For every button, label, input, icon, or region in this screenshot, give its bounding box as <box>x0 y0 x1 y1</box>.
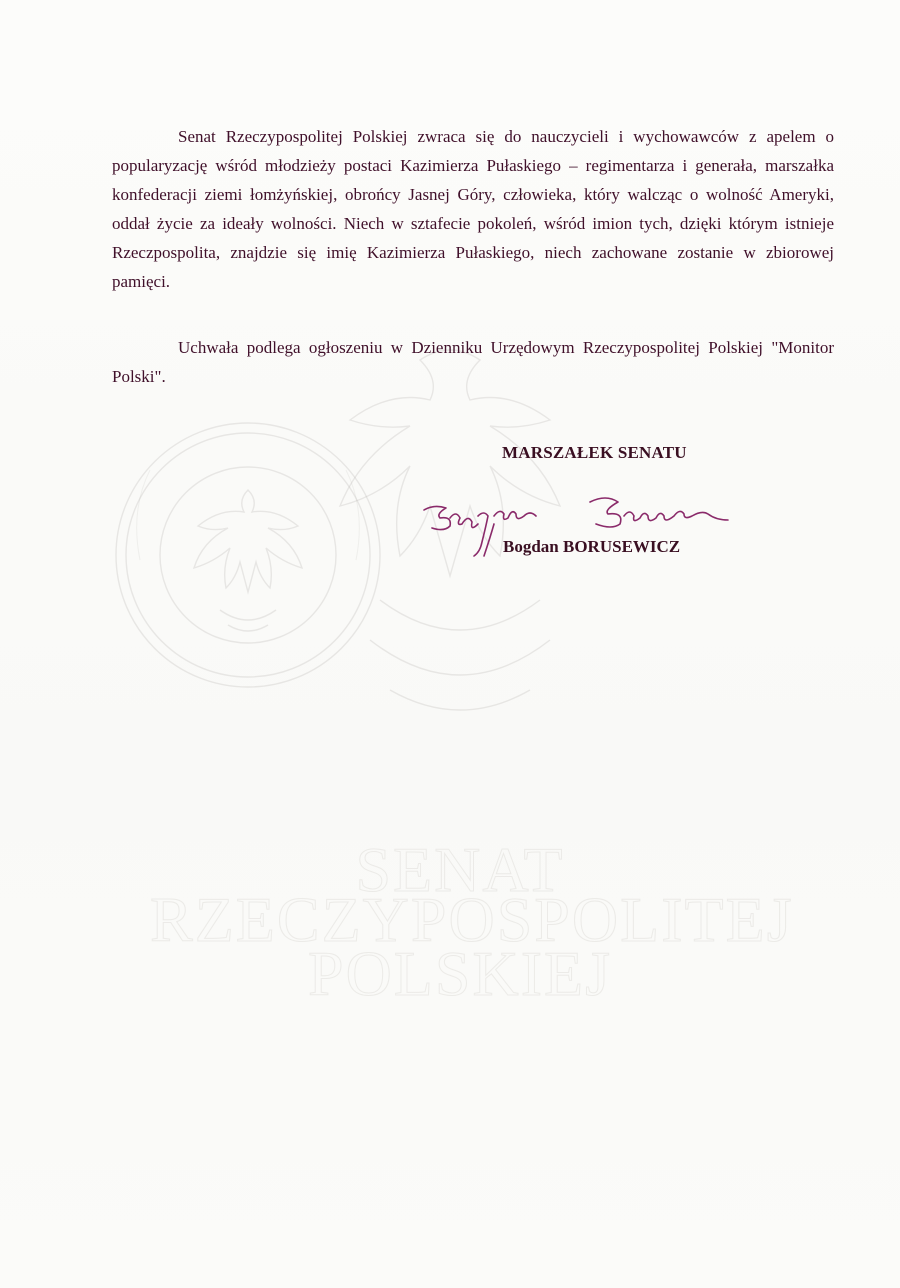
signatory-name: Bogdan BORUSEWICZ <box>503 537 681 556</box>
publication-paragraph: Uchwała podlega ogłoszeniu w Dzienniku Urzędowym Rzeczypospolitej Polskiej "Monitor Polski". <box>112 338 834 386</box>
signature-title: MARSZAŁEK SENATU <box>502 443 687 462</box>
watermark-line-1: SENAT <box>355 834 565 905</box>
watermark-line-2: RZECZYPOSPOLITEJ <box>150 884 794 955</box>
appeal-paragraph: Senat Rzeczypospolitej Polskiej zwraca się do nauczycieli i wychowawców z apelem o popularyzację wśród młodzieży postaci Kazimierza Pułaskiego – regimentarza i generała, marszałka konfederacji ziemi łomżyńskiej, obrońcy Jasnej Góry, człowieka, który walcząc o wolność Ameryki, oddał życie za ideały wolności. Niech w sztafecie pokoleń, wśród imion tych, dzięki którym istnieje Rzeczpospolita, znajdzie się imię Kazimierza Pułaskiego, niech zachowane zostanie w zbiorowej pamięci. <box>112 127 834 291</box>
watermark-line-3: POLSKIEJ <box>307 938 613 1009</box>
